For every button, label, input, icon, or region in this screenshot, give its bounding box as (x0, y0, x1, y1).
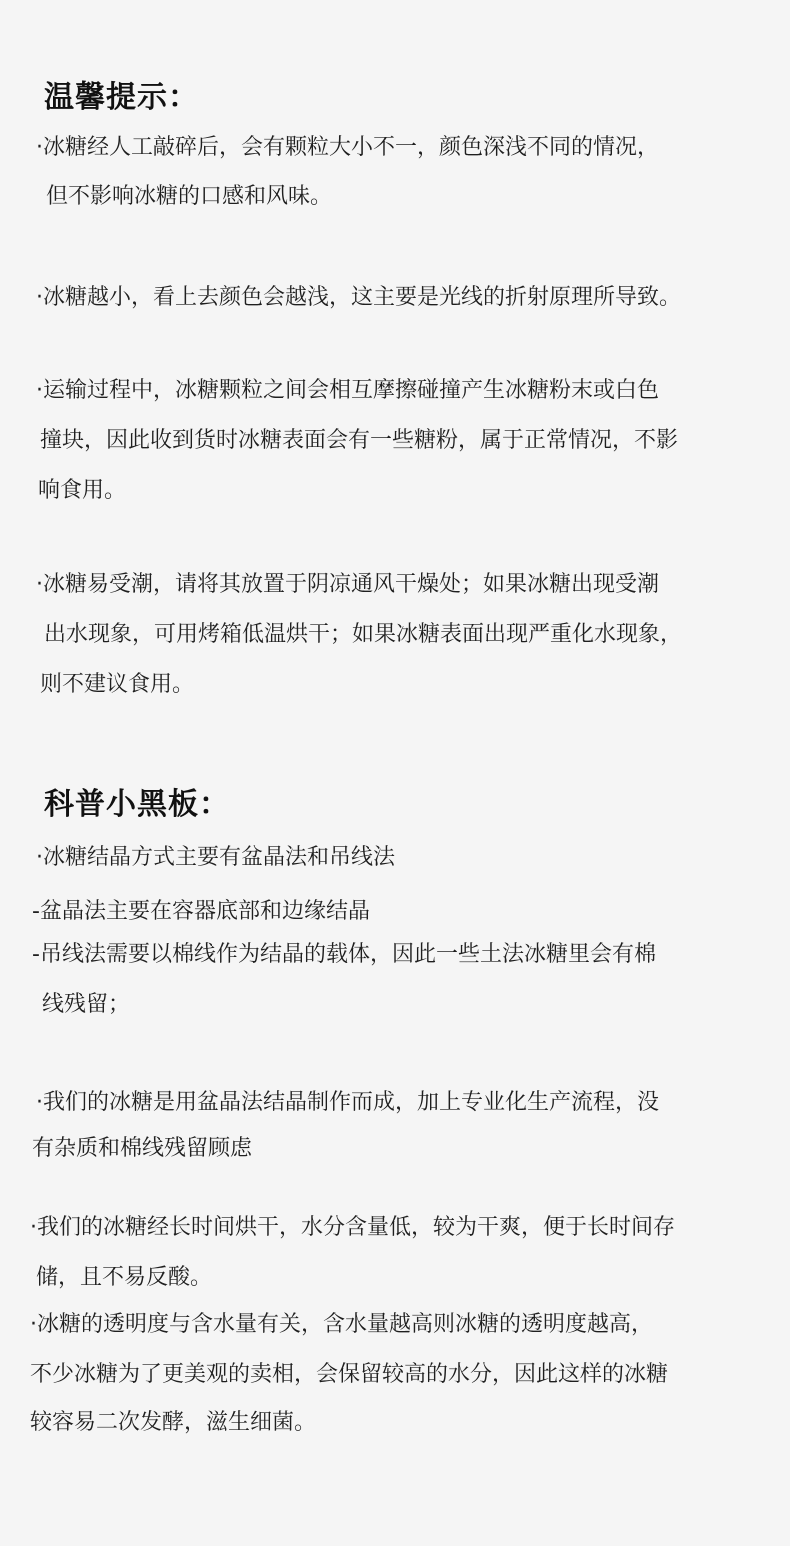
science-line: ·冰糖的透明度与含水量有关，含水量越高则冰糖的透明度越高， (30, 1312, 653, 1337)
tips-line: ·冰糖易受潮，请将其放置于阴凉通风干燥处；如果冰糖出现受潮 (36, 572, 659, 597)
tips-line: ·运输过程中，冰糖颗粒之间会相互摩擦碰撞产生冰糖粉末或白色 (36, 378, 659, 403)
science-line: -吊线法需要以棉线作为结晶的载体，因此一些土法冰糖里会有棉 (32, 942, 656, 967)
tips-line: 撞块，因此收到货时冰糖表面会有一些糖粉，属于正常情况，不影 (40, 428, 679, 453)
science-line: 不少冰糖为了更美观的卖相，会保留较高的水分，因此这样的冰糖 (30, 1362, 669, 1387)
tips-line: ·冰糖经人工敲碎后，会有颗粒大小不一，颜色深浅不同的情况， (36, 135, 659, 160)
tips-line: ·冰糖越小，看上去颜色会越浅，这主要是光线的折射原理所导致。 (36, 285, 681, 310)
science-line: 有杂质和棉线残留顾虑 (32, 1136, 253, 1161)
science-line: -盆晶法主要在容器底部和边缘结晶 (32, 899, 370, 924)
science-line: 较容易二次发酵，滋生细菌。 (30, 1410, 317, 1435)
science-line: ·我们的冰糖是用盆晶法结晶制作而成，加上专业化生产流程，没 (36, 1090, 659, 1115)
science-line: 储，且不易反酸。 (36, 1265, 213, 1290)
tips-line: 响食用。 (38, 478, 127, 503)
tips-line: 则不建议食用。 (40, 672, 195, 697)
tips-line: 但不影响冰糖的口感和风味。 (46, 184, 333, 209)
science-line: 线残留； (42, 992, 131, 1017)
science-line: ·我们的冰糖经长时间烘干，水分含量低，较为干爽，便于长时间存 (30, 1215, 675, 1240)
tips-heading: 温馨提示： (44, 80, 199, 115)
science-heading: 科普小黑板： (44, 787, 230, 822)
science-line: ·冰糖结晶方式主要有盆晶法和吊线法 (36, 845, 395, 870)
tips-line: 出水现象，可用烤箱低温烘干；如果冰糖表面出现严重化水现象， (44, 622, 683, 647)
